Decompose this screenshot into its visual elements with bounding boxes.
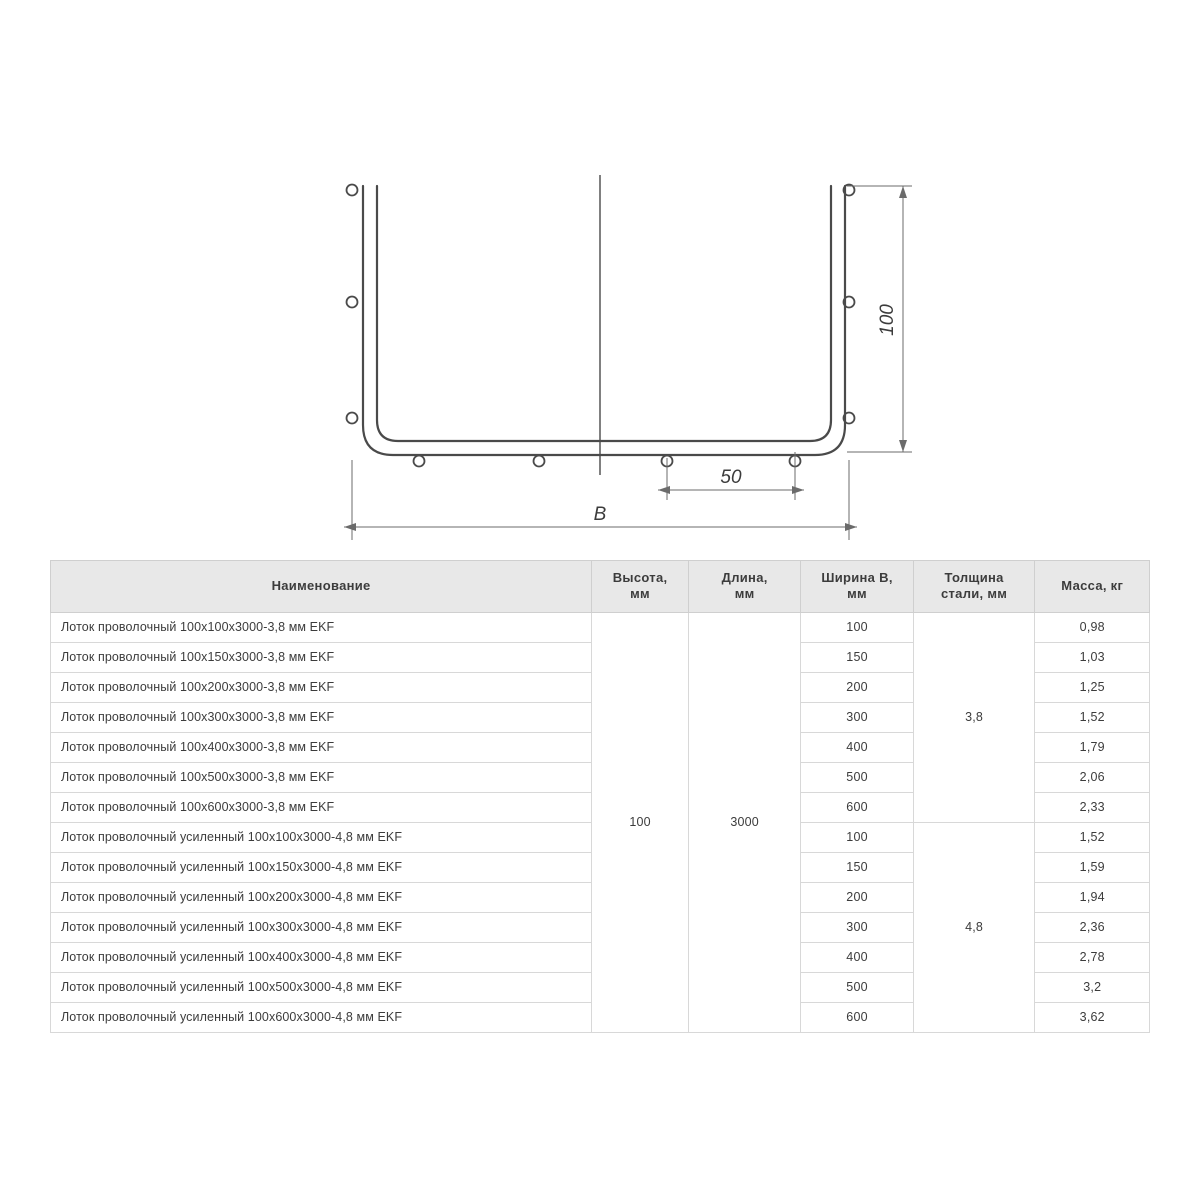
cell-mass: 1,79 <box>1035 732 1150 762</box>
cell-mass: 2,36 <box>1035 912 1150 942</box>
cell-length-merged: 3000 <box>688 612 800 1032</box>
cell-mass: 2,33 <box>1035 792 1150 822</box>
cell-name: Лоток проволочный усиленный 100х200х3000-4,8 мм EKF <box>51 882 592 912</box>
cell-mass: 1,94 <box>1035 882 1150 912</box>
cell-name: Лоток проволочный 100х600х3000-3,8 мм EKF <box>51 792 592 822</box>
cell-name: Лоток проволочный 100х100х3000-3,8 мм EKF <box>51 612 592 642</box>
cell-mass: 1,59 <box>1035 852 1150 882</box>
cell-width: 500 <box>801 972 913 1002</box>
cell-width: 150 <box>801 642 913 672</box>
cell-width: 600 <box>801 1002 913 1032</box>
cell-mass: 1,52 <box>1035 822 1150 852</box>
cell-width: 150 <box>801 852 913 882</box>
cell-mass: 1,03 <box>1035 642 1150 672</box>
height-label: 100 <box>877 304 898 336</box>
cell-width: 300 <box>801 912 913 942</box>
table-row[interactable] <box>51 612 1150 642</box>
pitch-label: 50 <box>720 467 742 488</box>
cell-width: 200 <box>801 882 913 912</box>
header-height: Высота, мм <box>592 561 689 613</box>
header-name: Наименование <box>51 561 592 613</box>
tray-profile-icon <box>363 186 845 455</box>
cell-name: Лоток проволочный 100х400х3000-3,8 мм EKF <box>51 732 592 762</box>
width-label: B <box>593 504 607 525</box>
cell-mass: 0,98 <box>1035 612 1150 642</box>
cell-width: 100 <box>801 612 913 642</box>
cell-mass: 3,62 <box>1035 1002 1150 1032</box>
specification-table-wrapper <box>50 560 1150 1033</box>
cell-thickness-merged-1: 3,8 <box>913 612 1035 822</box>
cell-width: 100 <box>801 822 913 852</box>
cell-thickness-merged-2: 4,8 <box>913 822 1035 1032</box>
cell-height-merged: 100 <box>592 612 689 1032</box>
header-length: Длина, мм <box>688 561 800 613</box>
cell-name: Лоток проволочный усиленный 100х300х3000-4,8 мм EKF <box>51 912 592 942</box>
cell-mass: 2,78 <box>1035 942 1150 972</box>
technical-drawing <box>0 0 1200 560</box>
cell-name: Лоток проволочный 100х300х3000-3,8 мм EKF <box>51 702 592 732</box>
cell-name: Лоток проволочный усиленный 100х150х3000-4,8 мм EKF <box>51 852 592 882</box>
cell-name: Лоток проволочный 100х150х3000-3,8 мм EKF <box>51 642 592 672</box>
cell-name: Лоток проволочный 100х200х3000-3,8 мм EKF <box>51 672 592 702</box>
cell-width: 500 <box>801 762 913 792</box>
table-header-row <box>51 561 1150 613</box>
cell-width: 300 <box>801 702 913 732</box>
cell-name: Лоток проволочный усиленный 100х600х3000-4,8 мм EKF <box>51 1002 592 1032</box>
cell-mass: 2,06 <box>1035 762 1150 792</box>
cell-mass: 3,2 <box>1035 972 1150 1002</box>
header-mass: Масса, кг <box>1035 561 1150 613</box>
cell-name: Лоток проволочный усиленный 100х400х3000-4,8 мм EKF <box>51 942 592 972</box>
cell-width: 400 <box>801 942 913 972</box>
header-thickness: Толщина стали, мм <box>913 561 1035 613</box>
cell-name: Лоток проволочный усиленный 100х100х3000-4,8 мм EKF <box>51 822 592 852</box>
cell-name: Лоток проволочный 100х500х3000-3,8 мм EKF <box>51 762 592 792</box>
table-body <box>51 612 1150 1032</box>
cell-width: 600 <box>801 792 913 822</box>
cell-mass: 1,52 <box>1035 702 1150 732</box>
cell-name: Лоток проволочный усиленный 100х500х3000-4,8 мм EKF <box>51 972 592 1002</box>
cell-mass: 1,25 <box>1035 672 1150 702</box>
specification-table <box>50 560 1150 1033</box>
header-width: Ширина B, мм <box>801 561 913 613</box>
cell-width: 400 <box>801 732 913 762</box>
cell-width: 200 <box>801 672 913 702</box>
